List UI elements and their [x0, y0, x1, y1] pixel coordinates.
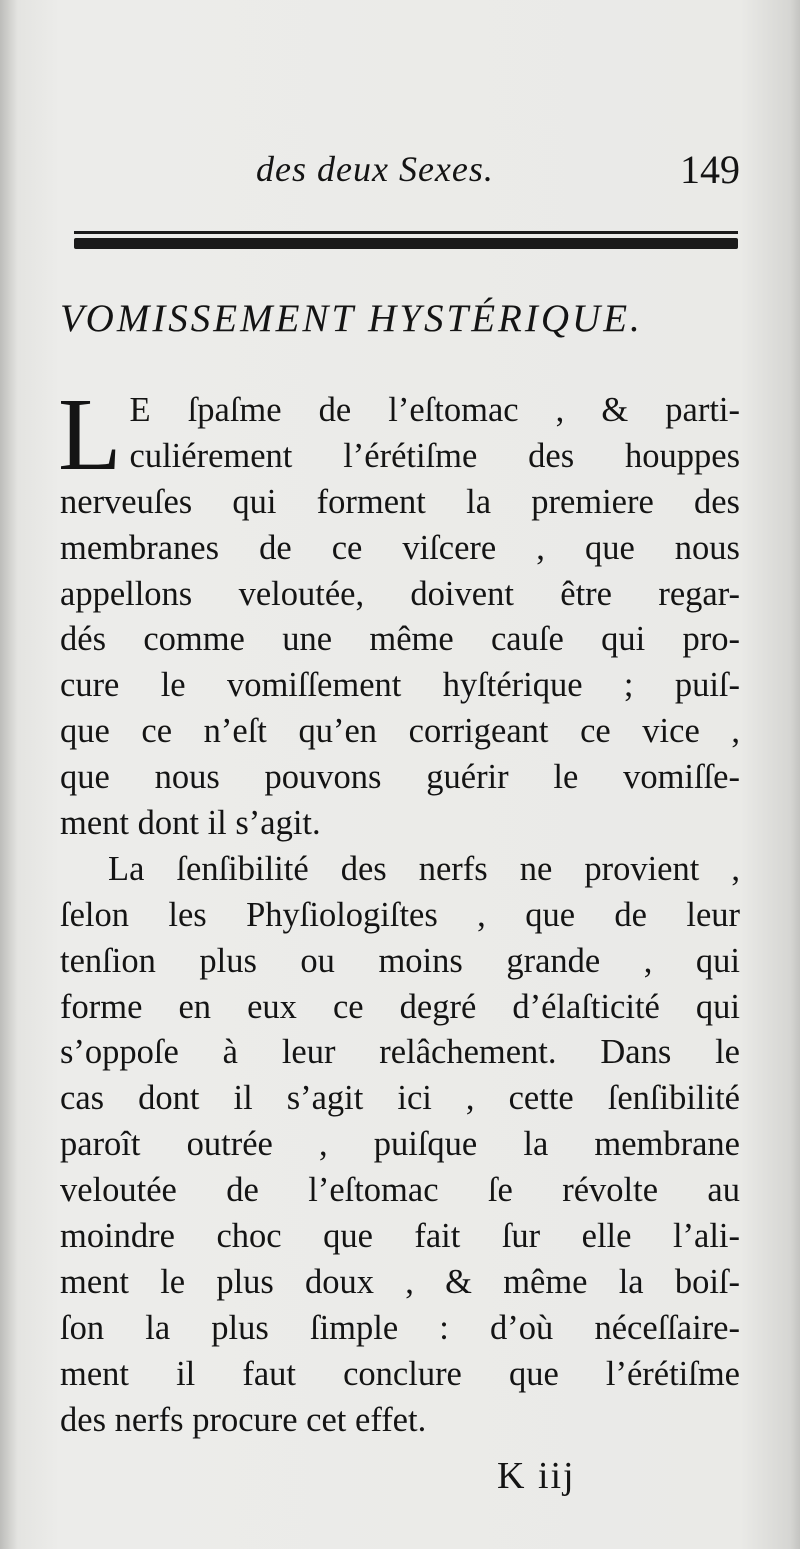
- text-line: nerveuſes qui forment la premiere des: [60, 482, 740, 521]
- text-line: forme en eux ce degré d’élaſticité qui: [60, 987, 740, 1026]
- drop-cap: L: [58, 377, 122, 492]
- header-rule-thin: [74, 231, 738, 234]
- text-line: membranes de ce viſcere , que nous: [60, 528, 740, 567]
- text-line: que nous pouvons guérir le vomiſſe-: [60, 758, 740, 797]
- text-line: que ce n’eſt qu’en corrigeant ce vice ,: [60, 712, 740, 751]
- text-line: des nerfs procure cet effet.: [60, 1400, 427, 1439]
- text-line: ment dont il s’agit.: [60, 804, 321, 843]
- text-line: cas dont il s’agit ici , cette ſenſibilité: [60, 1079, 740, 1118]
- page-number: 149: [680, 147, 740, 192]
- paragraph-2: [60, 847, 740, 1444]
- text-line: E ſpaſme de l’eſtomac , & parti-: [129, 391, 740, 429]
- page-header: [60, 148, 740, 198]
- text-line: tenſion plus ou moins grande , qui: [60, 941, 740, 980]
- text-line: La ſenſibilité des nerfs ne provient ,: [108, 849, 740, 888]
- drop-cap-lines: [130, 388, 740, 480]
- text-line: ment le plus doux , & même la boiſ-: [60, 1262, 740, 1301]
- text-line: paroît outrée , puiſque la membrane: [60, 1125, 740, 1164]
- header-rule-thick: [74, 238, 738, 249]
- text-line: ſon la plus ſimple : d’où néceſſaire-: [60, 1308, 740, 1347]
- text-line: culiérement l’érétiſme des houppes: [129, 436, 740, 475]
- body-text: [58, 377, 740, 1443]
- signature-mark: K iij: [497, 1455, 576, 1497]
- text-line: dés comme une même cauſe qui pro-: [60, 620, 740, 659]
- paragraph-1: [58, 377, 740, 847]
- running-head: des deux Sexes.: [256, 149, 494, 189]
- text-line: cure le vomiſſement hyſtérique ; puiſ-: [60, 666, 740, 705]
- section-heading: VOMISSEMENT HYSTÉRIQUE.: [60, 297, 643, 340]
- text-line: ment il faut conclure que l’érétiſme: [60, 1354, 740, 1393]
- text-line: s’oppoſe à leur relâchement. Dans le: [60, 1033, 740, 1072]
- text-line: veloutée de l’eſtomac ſe révolte au: [60, 1171, 740, 1210]
- text-line: ſelon les Phyſiologiſtes , que de leur: [60, 895, 740, 934]
- text-line: appellons veloutée, doivent être regar-: [60, 574, 740, 613]
- text-line: moindre choc que fait ſur elle l’ali-: [60, 1217, 740, 1256]
- header-rule: [74, 231, 738, 251]
